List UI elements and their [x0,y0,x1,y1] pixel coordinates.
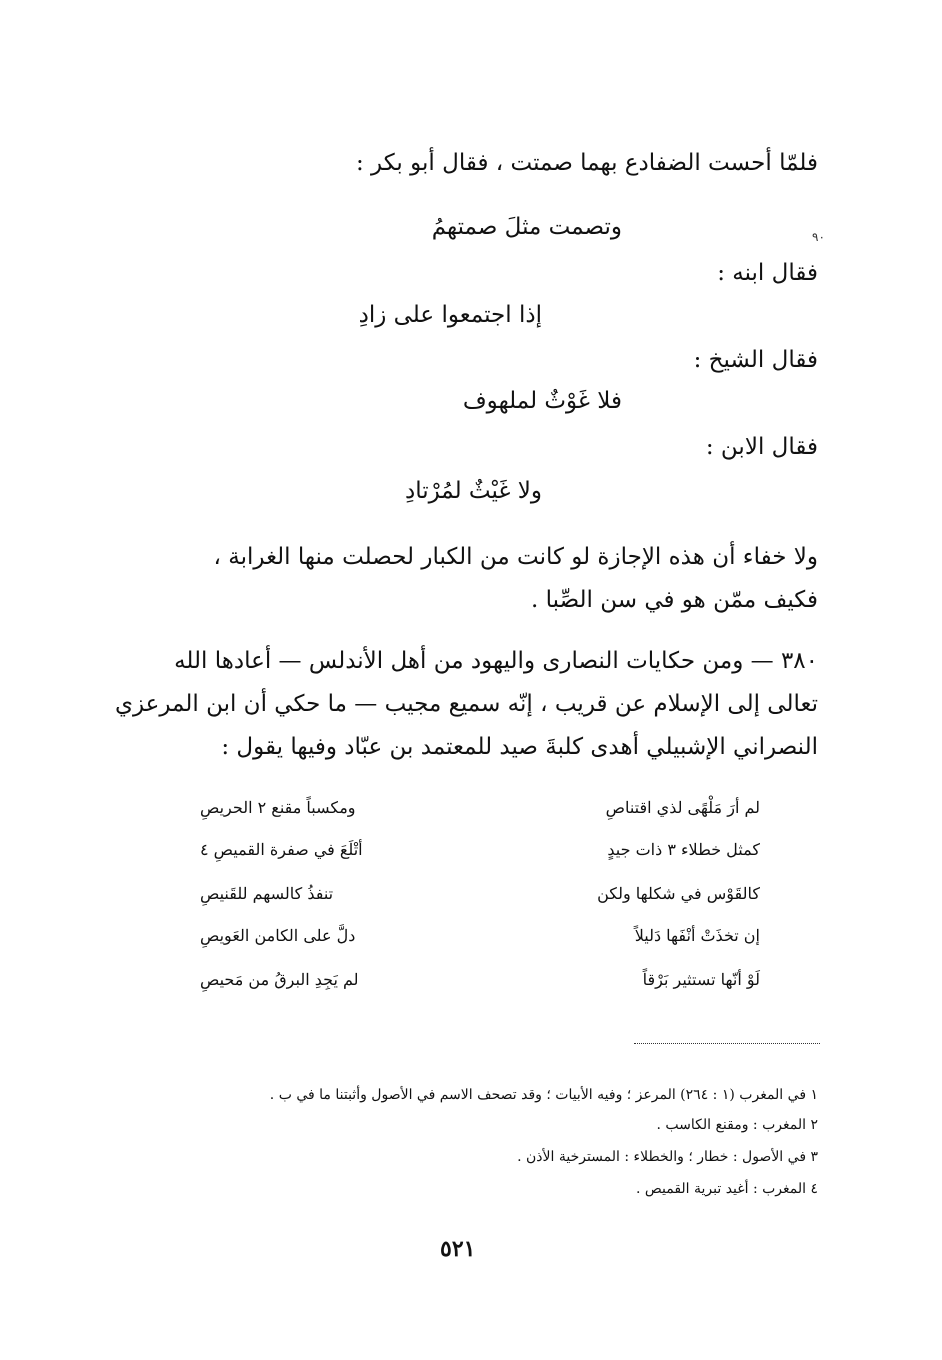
poem-first-hemistich: كالقَوْس في شكلها ولكن [597,884,760,903]
paragraph-2 [114,640,818,769]
dialogue-verse: وتصمت مثلَ صمتهمُ [431,214,622,240]
page-number: ٥٢١ [440,1236,476,1262]
dialogue-speaker: فقال الشيخ : [693,347,818,373]
dialogue-speaker: فقال الابن : [705,434,818,460]
paragraph-line: ولا خفاء أن هذه الإجازة لو كانت من الكبار لحصلت منها الغرابة ، [213,544,818,570]
paragraph-line: ٣٨٠ — ومن حكايات النصارى واليهود من أهل الأندلس — أعادها الله [174,648,818,674]
paragraph-line: فكيف ممّن هو في سن الصِّبا . [531,587,818,613]
footnote: ٣ في الأصول : خطار ؛ والخطلاء : المسترخية الأذن . [517,1149,818,1165]
poem-first-hemistich: لَوْ أنّها تستثير بَرْقاً [642,970,760,989]
poem-second-hemistich: لم يَجِدِ البرقُ من مَحيصِ [200,970,359,989]
poem-verse [200,840,760,874]
poem-second-hemistich: تنفذُ كالسهم للقَنيصِ [200,884,334,903]
dialogue-verse: إذا اجتمعوا على زادِ [358,302,542,328]
poem-first-hemistich: لم أرَ مَلْهًى لذي اقتناصِ [605,798,760,817]
dialogue-verse: ولا غَيْثٌ لمُرْتادِ [404,478,542,504]
margin-mark: ٩٠ [812,230,825,244]
poem-verse [200,970,760,1004]
poem-second-hemistich: أتْلَعَ في صفرة القميصِ ٤ [200,840,363,859]
poem-verse [200,884,760,918]
footnote: ٤ المغرب : أغيد تبرية القميص . [635,1181,818,1197]
poem-first-hemistich: إن تخذَتْ أنْفَها دَليلاً [634,926,760,945]
dialogue-verse: فلا غَوْثٌ لملهوف [462,388,622,414]
footnote: ١ في المغرب (١ : ٢٦٤) المرعز ؛ وفيه الأبيات ؛ وقد تصحف الاسم في الأصول وأثبتنا ما في ب . [269,1087,818,1103]
dialogue-speaker: فقال ابنه : [717,260,818,286]
poem-verse [200,926,760,960]
poem-first-hemistich: كمثل خطلاء ٣ ذات جيدٍ [607,840,760,859]
intro-line: فلمّا أحست الضفادع بهما صمتت ، فقال أبو بكر : [355,150,818,176]
poem-second-hemistich: ومكسباً مقنع ٢ الحريصِ [200,798,356,817]
footnote: ٢ المغرب : ومقنع الكاسب . [656,1117,818,1133]
poem-verse [200,798,760,832]
poem-second-hemistich: دلَّ على الكامن العَويصِ [200,926,356,945]
paragraph-line: تعالى إلى الإسلام عن قريب ، إنّه سميع مجيب — ما حكي أن ابن المرعزي [114,691,818,717]
footnote-separator [634,1043,820,1044]
paragraph-1 [118,536,818,622]
paragraph-line: النصراني الإشبيلي أهدى كلبةَ صيد للمعتمد بن عبّاد وفيها يقول : [221,734,818,760]
